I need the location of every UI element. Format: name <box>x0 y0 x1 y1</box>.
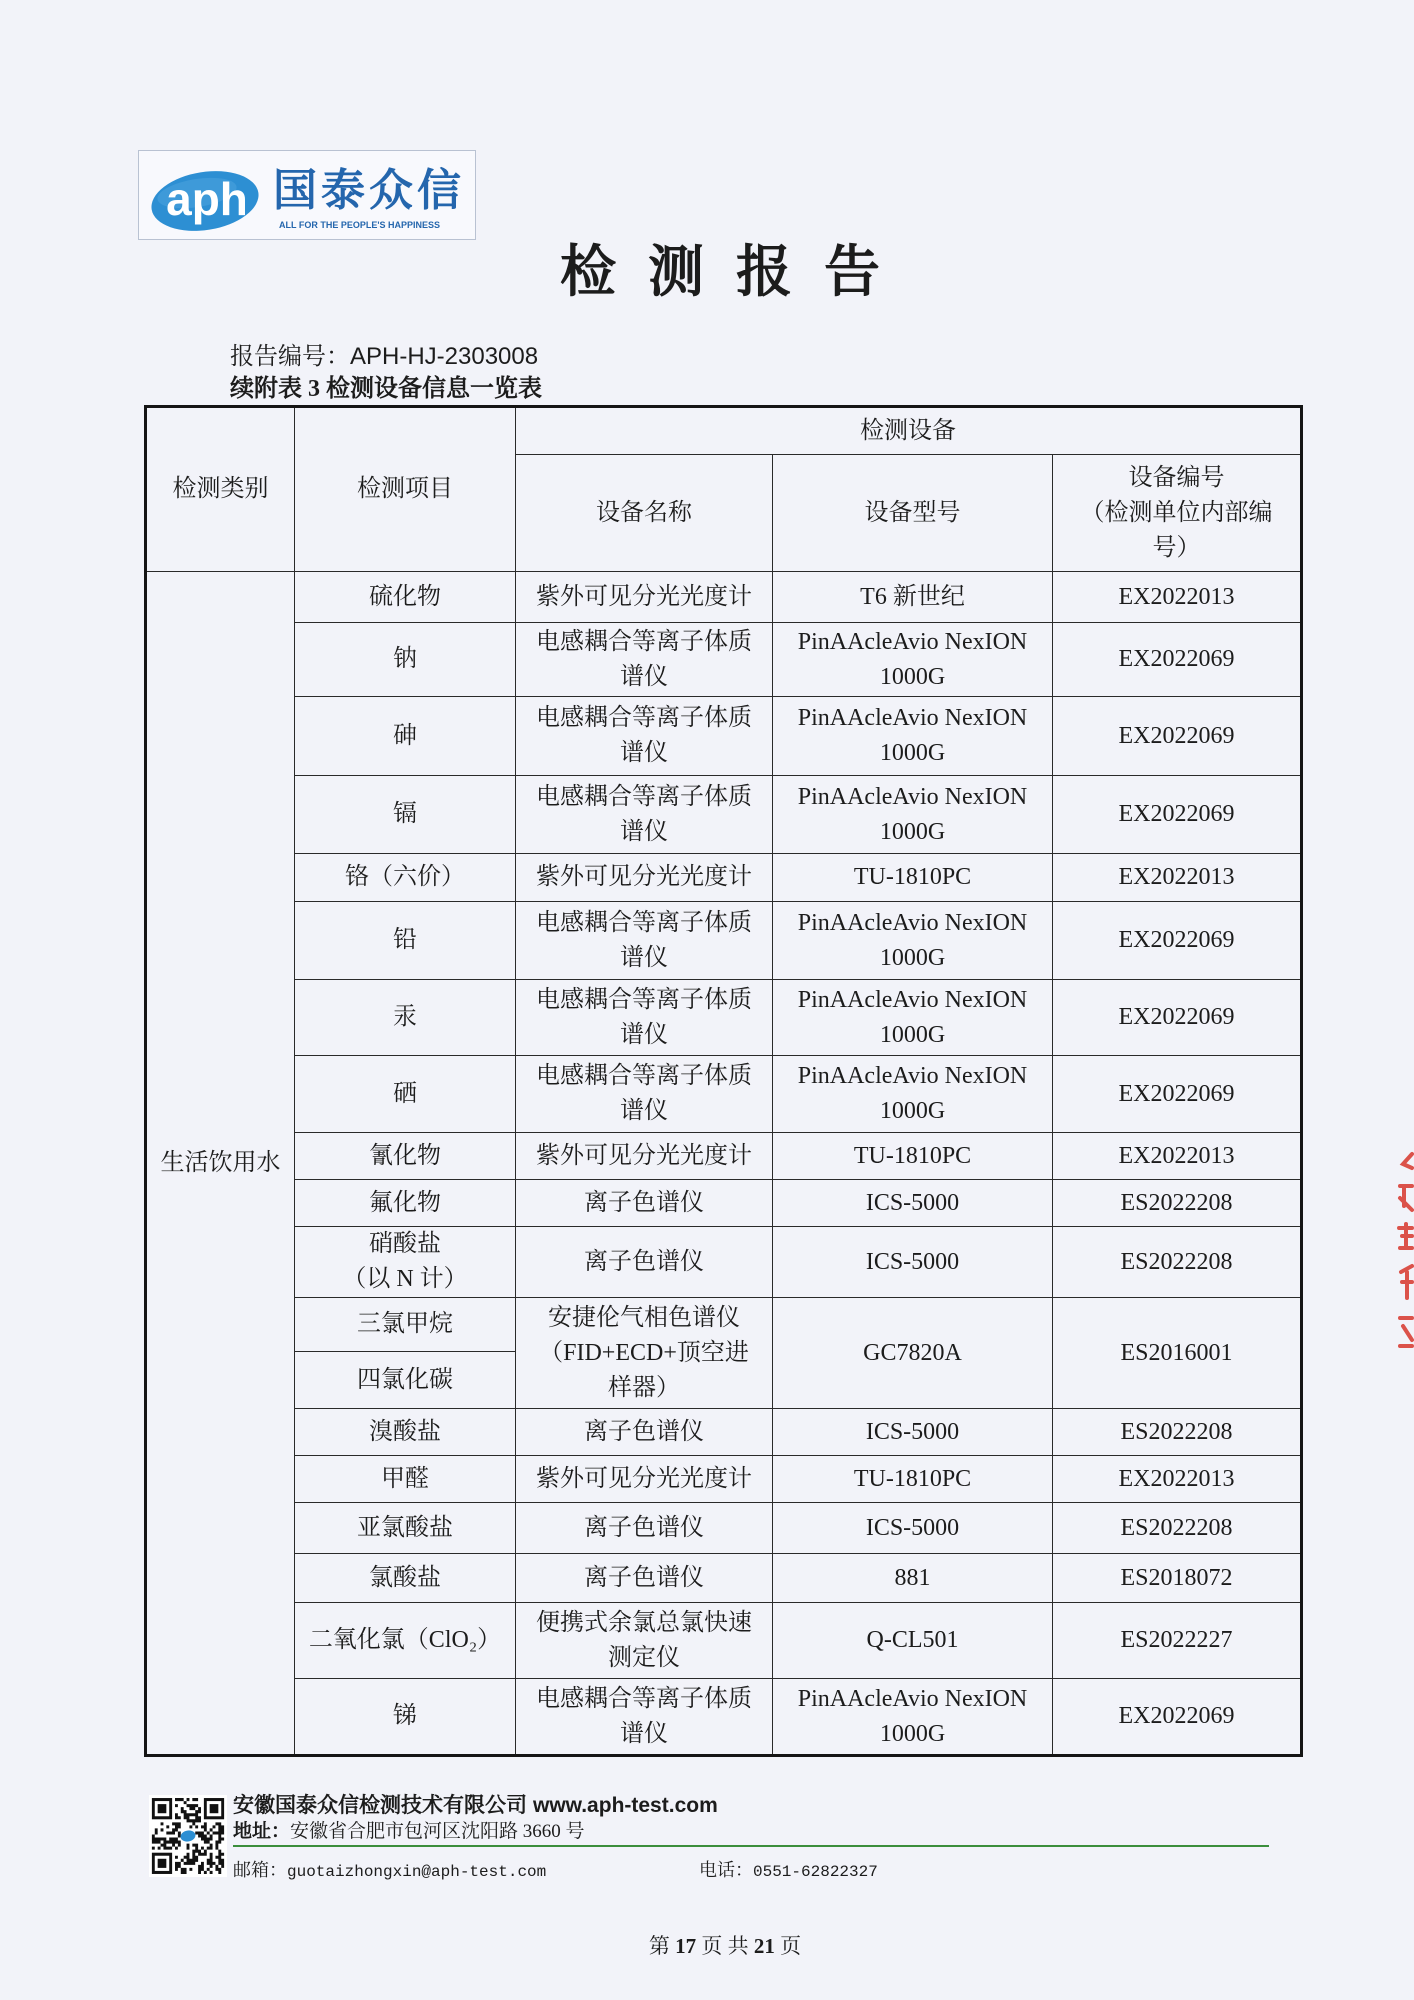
equipment-model-cell: ICS-5000 <box>773 1503 1053 1554</box>
equipment-code-cell: EX2022069 <box>1053 1056 1302 1133</box>
table-row <box>146 1503 1302 1554</box>
equipment-name-cell: 电感耦合等离子体质谱仪 <box>516 1679 773 1756</box>
page-total: 21 <box>753 1934 775 1958</box>
report-number-label: 报告编号： <box>230 344 350 370</box>
company-name: 安徽国泰众信检测技术有限公司 <box>233 1793 527 1817</box>
table-row <box>146 1133 1302 1180</box>
page-middle: 页 共 <box>701 1934 749 1958</box>
header-equipment: 检测设备 <box>516 407 1302 455</box>
equipment-code-cell: ES2022208 <box>1053 1180 1302 1227</box>
equipment-name-cell: 便携式余氯总氯快速测定仪 <box>516 1603 773 1679</box>
equipment-name-cell: 电感耦合等离子体质谱仪 <box>516 980 773 1056</box>
equipment-code-cell: ES2022208 <box>1053 1409 1302 1456</box>
email-value: guotaizhongxin@aph-test.com <box>287 1863 547 1881</box>
table-row <box>146 1180 1302 1227</box>
header-equipment-code <box>1053 455 1302 572</box>
equipment-model-cell: PinAAcleAvio NexION 1000G <box>773 980 1053 1056</box>
equipment-name-cell: 紫外可见分光光度计 <box>516 1133 773 1180</box>
equipment-model-cell: GC7820A <box>773 1298 1053 1409</box>
page-prefix: 第 <box>648 1934 670 1958</box>
table-row <box>146 623 1302 697</box>
equipment-name-cell: 离子色谱仪 <box>516 1180 773 1227</box>
equipment-name-cell: 电感耦合等离子体质谱仪 <box>516 623 773 697</box>
item-cell: 氰化物 <box>295 1133 516 1180</box>
table-caption: 续附表 3 检测设备信息一览表 <box>230 376 542 402</box>
seal-fragment <box>1394 1150 1414 1370</box>
equipment-model-cell: ICS-5000 <box>773 1227 1053 1298</box>
logo-name: 国泰众信 <box>273 166 465 215</box>
company-website: www.aph-test.com <box>533 1794 718 1817</box>
table-row <box>146 854 1302 902</box>
address-label: 地址： <box>233 1821 291 1842</box>
equipment-code-cell: ES2022208 <box>1053 1503 1302 1554</box>
item-cell: 甲醛 <box>295 1456 516 1503</box>
equipment-name-cell: 紫外可见分光光度计 <box>516 1456 773 1503</box>
item-cell: 亚氯酸盐 <box>295 1503 516 1554</box>
category-cell: 生活饮用水 <box>146 572 295 1756</box>
equipment-name-cell: 离子色谱仪 <box>516 1503 773 1554</box>
table-row <box>146 1227 1302 1298</box>
equipment-model-cell: TU-1810PC <box>773 1456 1053 1503</box>
item-cell: 氯酸盐 <box>295 1554 516 1603</box>
equipment-model-cell: T6 新世纪 <box>773 572 1053 623</box>
equipment-name-cell: 电感耦合等离子体质谱仪 <box>516 697 773 776</box>
report-number <box>230 341 538 373</box>
equipment-model-cell: Q-CL501 <box>773 1603 1053 1679</box>
table-row <box>146 980 1302 1056</box>
equipment-name-cell: 离子色谱仪 <box>516 1227 773 1298</box>
phone-label: 电话： <box>699 1860 753 1880</box>
equipment-model-cell: TU-1810PC <box>773 854 1053 902</box>
table-row <box>146 1554 1302 1603</box>
equipment-code-cell: ES2018072 <box>1053 1554 1302 1603</box>
table-row <box>146 902 1302 980</box>
equipment-code-cell: EX2022069 <box>1053 697 1302 776</box>
page-current: 17 <box>675 1934 697 1958</box>
equipment-model-cell: ICS-5000 <box>773 1409 1053 1456</box>
equipment-model-cell: PinAAcleAvio NexION 1000G <box>773 623 1053 697</box>
equipment-name-cell: 电感耦合等离子体质谱仪 <box>516 1056 773 1133</box>
equipment-code-cell: EX2022013 <box>1053 1133 1302 1180</box>
equipment-code-cell: EX2022069 <box>1053 902 1302 980</box>
equipment-model-cell: PinAAcleAvio NexION 1000G <box>773 1679 1053 1756</box>
item-cell: 砷 <box>295 697 516 776</box>
header-equipment-name: 设备名称 <box>516 455 773 572</box>
item-cell: 四氯化碳 <box>295 1352 516 1409</box>
equipment-code-cell: EX2022013 <box>1053 854 1302 902</box>
item-cell-text: 硝酸盐 <box>369 1231 441 1257</box>
page-suffix: 页 <box>780 1934 802 1958</box>
item-cell: 锑 <box>295 1679 516 1756</box>
table-row <box>146 1409 1302 1456</box>
table-row <box>146 776 1302 854</box>
equipment-code-cell: EX2022069 <box>1053 623 1302 697</box>
item-cell: 铅 <box>295 902 516 980</box>
footer-address <box>233 1820 585 1844</box>
equipment-code-cell: EX2022069 <box>1053 776 1302 854</box>
header-code-line1: 设备编号 <box>1128 464 1225 491</box>
footer-phone <box>699 1858 878 1884</box>
equipment-name-cell: 电感耦合等离子体质谱仪 <box>516 902 773 980</box>
equipment-model-cell: PinAAcleAvio NexION 1000G <box>773 776 1053 854</box>
equipment-name-cell: 安捷伦气相色谱仪（FID+ECD+顶空进样器） <box>516 1298 773 1409</box>
equipment-table <box>144 405 1303 1757</box>
aph-logo-mark <box>147 163 265 235</box>
header-code-line2: （检测单位内部编号） <box>1080 499 1273 561</box>
equipment-model-cell: TU-1810PC <box>773 1133 1053 1180</box>
item-cell: 氟化物 <box>295 1180 516 1227</box>
logo-mark-text: aph <box>166 173 248 225</box>
table-row <box>146 572 1302 623</box>
equipment-code-cell: EX2022013 <box>1053 1456 1302 1503</box>
header-item: 检测项目 <box>295 407 516 572</box>
table-row <box>146 1603 1302 1679</box>
header-category: 检测类别 <box>146 407 295 572</box>
equipment-model-cell: PinAAcleAvio NexION 1000G <box>773 902 1053 980</box>
equipment-model-cell: PinAAcleAvio NexION 1000G <box>773 1056 1053 1133</box>
phone-value: 0551-62822327 <box>753 1863 878 1881</box>
item-cell: 镉 <box>295 776 516 854</box>
table-row <box>146 697 1302 776</box>
report-number-value: APH-HJ-2303008 <box>350 343 539 370</box>
item-cell: 三氯甲烷 <box>295 1298 516 1352</box>
equipment-name-cell: 离子色谱仪 <box>516 1554 773 1603</box>
item-cell: 硒 <box>295 1056 516 1133</box>
item-cell-note: （以 N 计） <box>342 1266 468 1292</box>
header-row <box>146 407 1302 455</box>
table-row <box>146 1456 1302 1503</box>
header-equipment-model: 设备型号 <box>773 455 1053 572</box>
equipment-code-cell: EX2022069 <box>1053 1679 1302 1756</box>
email-label: 邮箱： <box>233 1860 287 1880</box>
table-row <box>146 1056 1302 1133</box>
equipment-model-cell: 881 <box>773 1554 1053 1603</box>
logo-slogan: ALL FOR THE PEOPLE'S HAPPINESS <box>279 220 440 230</box>
equipment-name-cell: 电感耦合等离子体质谱仪 <box>516 776 773 854</box>
item-cell: 溴酸盐 <box>295 1409 516 1456</box>
equipment-code-cell: EX2022069 <box>1053 980 1302 1056</box>
footer-company <box>233 1792 718 1819</box>
equipment-model-cell: PinAAcleAvio NexION 1000G <box>773 697 1053 776</box>
qr-code <box>149 1795 227 1877</box>
footer-divider <box>233 1845 1269 1847</box>
item-cell: 二氧化氯（ClO₂） <box>295 1603 516 1679</box>
equipment-code-cell: ES2016001 <box>1053 1298 1302 1409</box>
equipment-name-cell: 离子色谱仪 <box>516 1409 773 1456</box>
item-cell: 铬（六价） <box>295 854 516 902</box>
company-logo <box>138 150 476 240</box>
table-row <box>146 1298 1302 1352</box>
equipment-code-cell: ES2022208 <box>1053 1227 1302 1298</box>
footer-email <box>233 1858 546 1884</box>
equipment-code-cell: ES2022227 <box>1053 1603 1302 1679</box>
equipment-model-cell: ICS-5000 <box>773 1180 1053 1227</box>
item-cell: 硫化物 <box>295 572 516 623</box>
document-title: 检 测 报 告 <box>560 242 889 304</box>
address-value: 安徽省合肥市包河区沈阳路 3660 号 <box>290 1821 585 1842</box>
item-cell: 钠 <box>295 623 516 697</box>
equipment-code-cell: EX2022013 <box>1053 572 1302 623</box>
equipment-name-cell: 紫外可见分光光度计 <box>516 572 773 623</box>
table-row <box>146 1679 1302 1756</box>
item-cell: 汞 <box>295 980 516 1056</box>
equipment-name-cell: 紫外可见分光光度计 <box>516 854 773 902</box>
item-cell <box>295 1227 516 1298</box>
page-number <box>520 1933 930 1959</box>
